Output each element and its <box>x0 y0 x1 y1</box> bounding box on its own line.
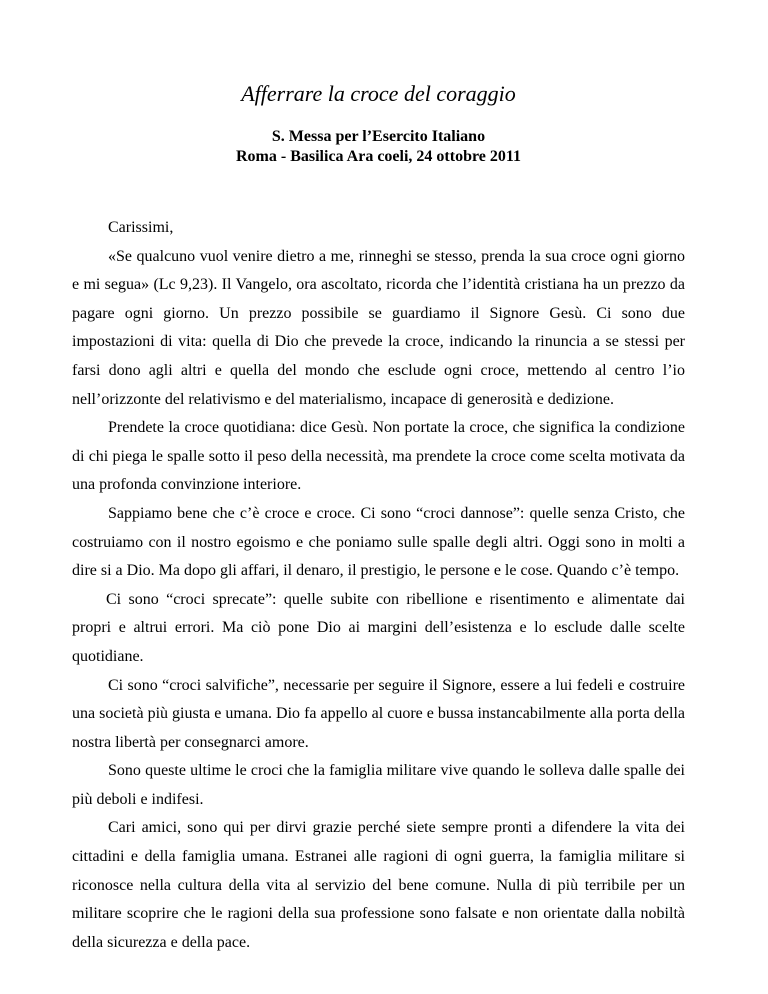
subtitle-place-date: Roma - Basilica Ara coeli, 24 ottobre 2011 <box>236 148 521 165</box>
subtitle-event: S. Messa per l’Esercito Italiano <box>271 128 486 145</box>
paragraph: Prendete la croce quotidiana: dice Gesù. Non portate la croce, che significa la condizione di chi piega le spalle sotto il peso della necessità, ma prendete la croce come scelta motivata da una profonda convinzione interiore. <box>72 419 685 494</box>
paragraph: Sappiamo bene che c’è croce e croce. Ci sono “croci dannose”: quelle senza Cristo, che costruiamo con il nostro egoismo e che poniamo sulle spalle degli altri. Oggi sono in molti a dire si a Dio. Ma dopo gli affari, il denaro, il prestigio, le persone e le cose. Quando c’è tempo. <box>72 504 685 580</box>
document-subtitle <box>72 127 685 167</box>
paragraph-salutation: Carissimi, <box>108 219 174 236</box>
document-title: Afferrare la croce del coraggio <box>241 81 516 106</box>
paragraph: Cari amici, sono qui per dirvi grazie perché siete sempre pronti a difendere la vita dei cittadini e della famiglia umana. Estranei alle ragioni di ogni guerra, la famiglia militare si riconosce nella cultura della vita al servizio del bene comune. Nulla di più terribile per un militare scoprire che le ragioni della sua professione sono falsate e non orientate dalla nobiltà della sicurezza e della pace. <box>72 819 685 951</box>
document-body <box>72 214 685 957</box>
paragraph: Ci sono “croci salvifiche”, necessarie per seguire il Signore, essere a lui fedeli e costruire una società più giusta e umana. Dio fa appello al cuore e bussa instancabilmente alla porta della nostra libertà per consegnarci amore. <box>72 676 685 751</box>
paragraph: Sono queste ultime le croci che la famiglia militare vive quando le solleva dalle spalle dei più deboli e indifesi. <box>72 762 685 808</box>
paragraph: Ci sono “croci sprecate”: quelle subite con ribellione e risentimento e alimentate dai propri e altrui errori. Ma ciò pone Dio ai margini dell’esistenza e lo esclude dalle scelte quotidiane. <box>72 590 685 665</box>
paragraph: «Se qualcuno vuol venire dietro a me, rinneghi se stesso, prenda la sua croce ogni giorno e mi segua» (Lc 9,23). Il Vangelo, ora ascoltato, ricorda che l’identità cristiana ha un prezzo da pagare ogni giorno. Un prezzo possibile se guardiamo il Signore Gesù. Ci sono due impostazioni di vita: quella di Dio che prevede la croce, indicando la rinuncia a se stessi per farsi dono agli altri e quella del mondo che esclude ogni croce, mettendo al centro l’io nell’orizzonte del relativismo e del materialismo, incapace di generosità e dedizione. <box>72 247 685 408</box>
